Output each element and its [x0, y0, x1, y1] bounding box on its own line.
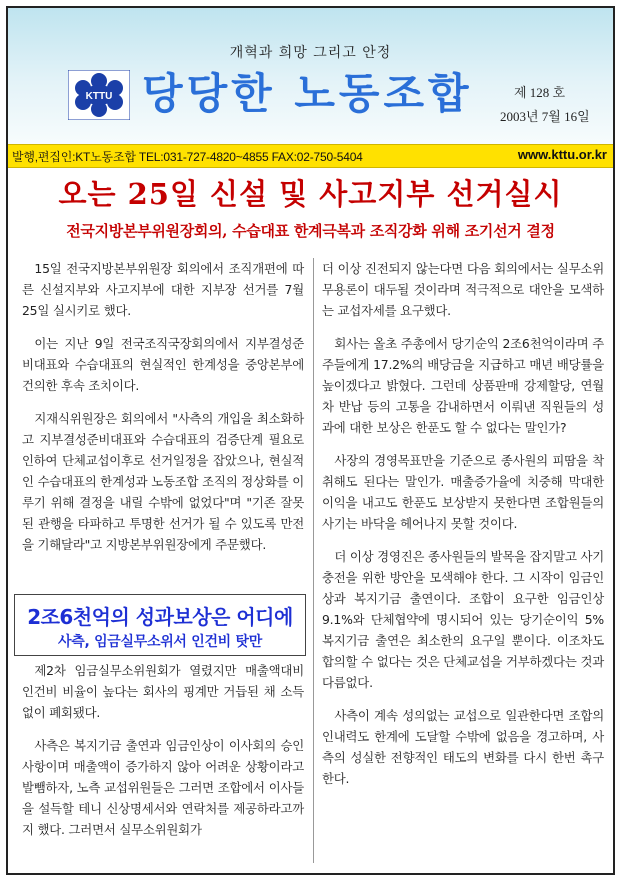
website-url: www.kttu.or.kr — [517, 147, 607, 162]
paragraph: 지재식위원장은 회의에서 "사측의 개입을 최소화하고 지부결성준비대표와 수습대표의 검증단계 필요로 인하여 단체교섭이후로 선거일정을 잡았으나, 현실적인 수습대표의 한계성과 노동조합 조직의 정상화를 이루기 위해 결정을 내릴 수밖에 없었다"며 "기존 잘못된 관행을 타파하고 투명한 선거가 될 수 있도록 만전을 기해달라"고 지방본부위원장에게 주문했다. — [22, 411, 304, 552]
motto: 개혁과 희망 그리고 안정 — [229, 45, 392, 61]
column-divider — [313, 258, 314, 863]
paragraph: 15일 전국지방본부위원장 회의에서 조직개편에 따른 신설지부와 사고지부에 대한 지부장 선거를 7월 25일 실시키로 했다. — [22, 261, 304, 318]
issue-number: 제 128 호 — [514, 85, 566, 100]
logo-text: KTTU — [85, 91, 113, 102]
publisher-bar — [8, 144, 613, 168]
newspaper-title: 당당한 노동조합 — [142, 69, 473, 118]
masthead — [8, 8, 613, 144]
right-column-body — [322, 258, 604, 801]
paragraph: 사측이 계속 성의없는 교섭으로 일관한다면 조합의 인내력도 한계에 도달할 수밖에 없음을 경고하며, 사측의 성실한 전향적인 태도의 변화를 다시 한번 촉구한다. — [322, 708, 604, 786]
main-article-body — [22, 258, 304, 567]
sidebar-article-title: 2조6천억의 성과보상은 어디에 — [27, 605, 293, 629]
main-headline: 오는 25일 신설 및 사고지부 선거실시 — [58, 177, 563, 211]
sidebar-article-subtitle: 사측, 임금실무소위서 인건비 탓만 — [58, 634, 262, 650]
issue-date: 2003년 7월 16일 — [500, 109, 590, 124]
sub-headline: 전국지방본부위원장회의, 수습대표 한계극복과 조직강화 위해 조기선거 결정 — [66, 222, 555, 240]
paragraph: 회사는 올초 주총에서 당기순익 2조6천억이라며 주주들에게 17.2%의 배당금을 지급하고 매년 배당률을 높이겠다고 밝혔다. 그런데 상품판매 강제할당, 연월차 반납 등의 고통을 감내하면서 이뤄낸 직원들의 성과에 대한 보상은 한푼도 할 수 없다는 말인가? — [322, 336, 604, 435]
sidebar-article-header — [14, 594, 306, 656]
paragraph: 더 이상 경영진은 종사원들의 발목을 잡지말고 사기충전을 위한 방안을 모색해야 한다. 그 시작이 임금인상과 복지기금 출연이다. 조합이 요구한 임금인상 9.1%와 단체협약에 명시되어 있는 당기순이익 5% 복지기금 출연은 최소한의 요구일 뿐이다. 이조차도 합의할 수 없다는 것은 단체교섭을 거부하겠다는 것과 다름없다. — [322, 549, 604, 690]
kttu-logo-icon — [68, 70, 130, 120]
paragraph: 더 이상 진전되지 않는다면 다음 회의에서는 실무소위 무용론이 대두될 것이라며 적극적으로 대안을 모색하는 교섭자세를 요구했다. — [322, 261, 604, 318]
paragraph: 제2차 임금실무소위원회가 열렸지만 매출액대비 인건비 비율이 높다는 회사의 핑계만 거듭된 채 소득없이 폐회됐다. — [22, 663, 304, 720]
paragraph: 이는 지난 9일 전국조직국장회의에서 지부결성준비대표와 수습대표의 현실적인 한계성을 중앙본부에 건의한 후속 조치이다. — [22, 336, 304, 393]
paragraph: 사측은 복지기금 출연과 임금인상이 이사회의 승인사항이며 매출액이 증가하지 않아 어려운 상황이라고 발뺌하자, 노측 교섭위원들은 그러면 조합에서 이사들을 설득할 테니 신상명세서와 연락처를 제공하라고까지 했다. 그러면서 실무소위원회가 — [22, 738, 304, 837]
sidebar-article-body — [22, 660, 304, 852]
publisher-info: 발행,편집인:KT노동조합 TEL:031-727-4820~4855 FAX:02-750-5404 — [12, 150, 363, 164]
paragraph: 사장의 경영목표만을 기준으로 종사원의 피땀을 착취해도 된다는 말인가. 매출증가율에 치중해 막대한 이익을 내고도 한푼도 보상받지 못한다면 조합원들의 사기는 바닥을 헤어나지 못할 것이다. — [322, 453, 604, 531]
